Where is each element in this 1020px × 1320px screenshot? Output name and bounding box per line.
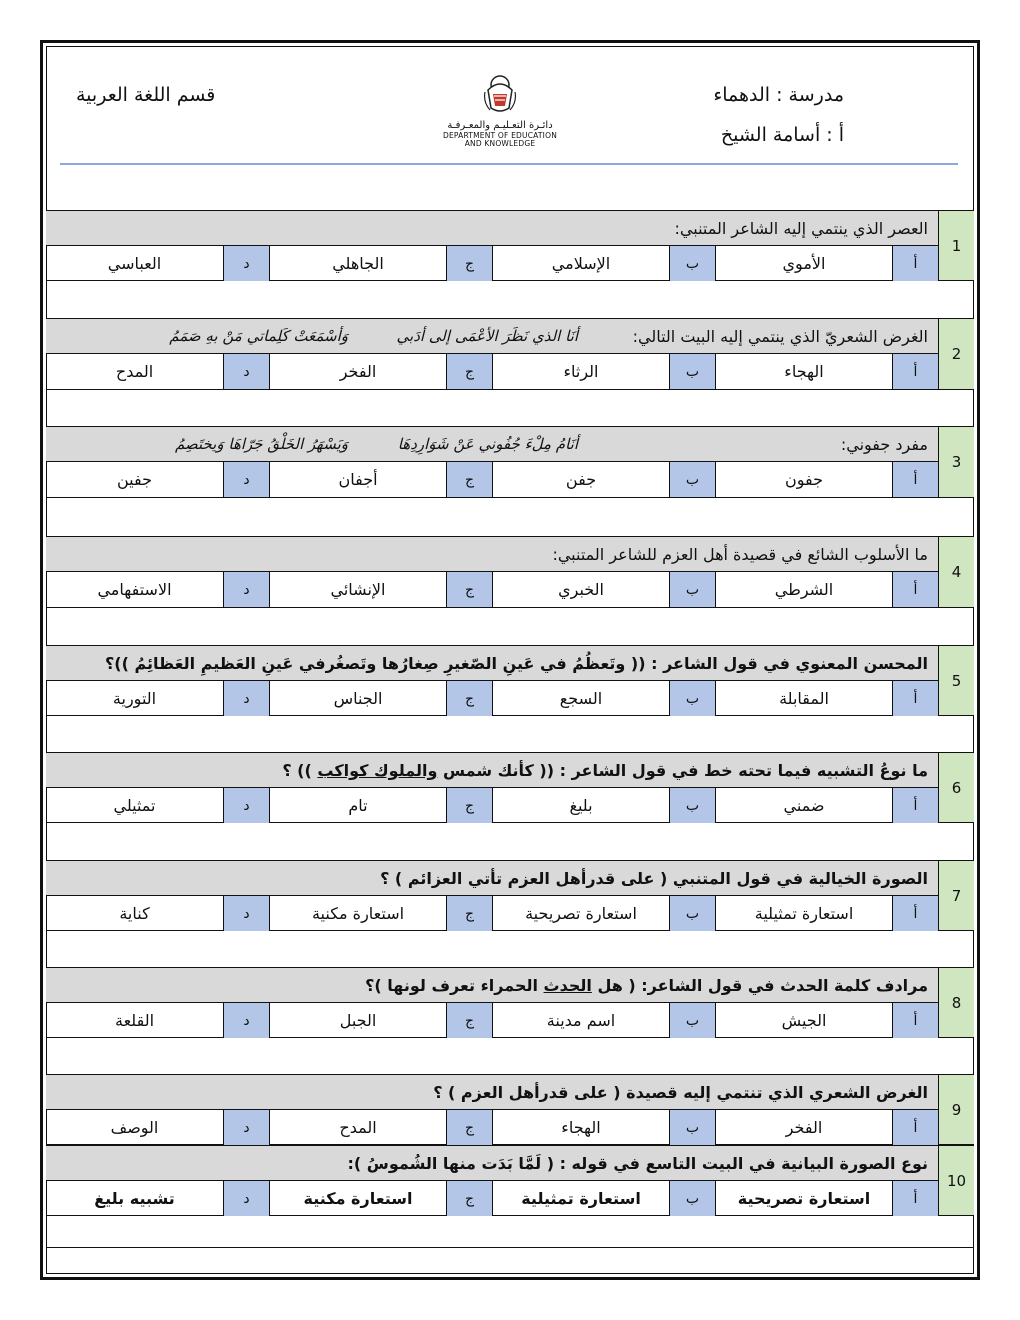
education-logo (430, 72, 570, 150)
option-letter: ج (446, 896, 492, 931)
answer-option[interactable]: تام (269, 788, 446, 823)
option-letter: ب (669, 1181, 715, 1216)
answer-options (46, 681, 938, 716)
option-letter: ج (446, 572, 492, 607)
option-letter: أ (892, 572, 938, 607)
answer-option[interactable]: جفن (492, 462, 669, 497)
question-number: 10 (938, 1146, 974, 1215)
question-prompt (46, 537, 938, 572)
option-letter: ج (446, 354, 492, 389)
answer-options (46, 1181, 938, 1216)
answer-option[interactable]: الرثاء (492, 354, 669, 389)
answer-option[interactable]: الخبري (492, 572, 669, 607)
answer-option[interactable]: التورية (112, 689, 157, 708)
answer-options (46, 1003, 938, 1038)
answer-option[interactable]: استعارة تمثيلية (492, 1181, 669, 1216)
emblem-icon (482, 72, 518, 116)
answer-option[interactable]: بليغ (492, 788, 669, 823)
prompt-text: العصر الذي ينتمي إليه الشاعر المتنبي: (674, 219, 928, 238)
question-number: 8 (938, 968, 974, 1037)
question-number: 5 (938, 646, 974, 715)
option-letter: ج (446, 462, 492, 497)
option-letter: ج (446, 1181, 492, 1216)
answer-option[interactable]: استعارة تصريحية (715, 1181, 892, 1216)
answer-option[interactable]: استعارة مكنية (269, 896, 446, 931)
prompt-text: مرادف كلمة الحدث في قول الشاعر: ( هل (591, 976, 928, 995)
answer-option[interactable]: العباسي (107, 254, 162, 273)
prompt-text: الغرض الشعريّ الذي ينتمي إليه البيت التالي: (632, 327, 928, 346)
answer-option[interactable]: الإنشائي (269, 572, 446, 607)
question-prompt (46, 427, 938, 462)
teacher-name: أ : أسامة الشيخ (720, 124, 844, 146)
department-name: قسم اللغة العربية (76, 84, 216, 106)
option-letter: أ (892, 681, 938, 716)
verse-first-half: أنَا الذي نَظَرَ الأعْمَى إلى أدَبي (396, 327, 578, 345)
logo-english-line-2: AND KNOWLEDGE (464, 139, 536, 148)
question-number: 9 (938, 1075, 974, 1144)
option-letter: ب (669, 354, 715, 389)
option-letter: د (223, 1110, 269, 1145)
answer-option[interactable]: الهجاء (715, 354, 892, 389)
question-prompt (46, 861, 938, 896)
prompt-text: الصورة الخيالية في قول المتنبي ( على قدرأهل العزم تأتي العزائم ) ؟ (380, 869, 928, 888)
answer-option[interactable]: المدح (115, 362, 154, 381)
option-letter: أ (892, 896, 938, 931)
option-letter: ب (669, 462, 715, 497)
question-prompt (46, 646, 938, 681)
header-divider (60, 163, 958, 165)
answer-option[interactable]: الشرطي (715, 572, 892, 607)
answer-options (46, 788, 938, 823)
answer-option[interactable]: كناية (119, 904, 150, 923)
question-prompt (46, 753, 938, 788)
question-number: 7 (938, 861, 974, 930)
option-letter: ج (446, 1110, 492, 1145)
question-9 (46, 1074, 974, 1145)
answer-option[interactable]: المدح (269, 1110, 446, 1145)
answer-option[interactable]: الجبل (269, 1003, 446, 1038)
option-letter: ب (669, 1003, 715, 1038)
question-number: 3 (938, 427, 974, 497)
option-letter: ب (669, 572, 715, 607)
answer-option[interactable]: المقابلة (715, 681, 892, 716)
answer-options (46, 1110, 938, 1145)
answer-option[interactable]: القلعة (115, 1011, 155, 1030)
question-prompt (46, 211, 938, 246)
option-letter: أ (892, 246, 938, 281)
answer-option[interactable]: جفون (715, 462, 892, 497)
answer-option[interactable]: استعارة مكنية (269, 1181, 446, 1216)
answer-option[interactable]: الاستفهامي (97, 580, 172, 599)
answer-options (46, 354, 938, 389)
trailing-empty-row (46, 1247, 974, 1248)
underlined-text: الحدث (543, 976, 592, 995)
verse-second-half: وَأسْمَعَتْ كَلِماتي مَنْ بهِ صَمَمُ (169, 327, 348, 345)
option-letter: أ (892, 1003, 938, 1038)
option-letter: د (223, 1181, 269, 1216)
answer-option[interactable]: السجع (492, 681, 669, 716)
school-name: مدرسة : الدهماء (713, 84, 844, 106)
question-7 (46, 860, 974, 931)
option-letter: أ (892, 788, 938, 823)
answer-option[interactable]: استعارة تصريحية (492, 896, 669, 931)
answer-option[interactable]: ضمني (715, 788, 892, 823)
answer-option[interactable]: الجناس (269, 681, 446, 716)
option-letter: ج (446, 788, 492, 823)
answer-options (46, 462, 938, 497)
answer-options (46, 572, 938, 607)
option-letter: ب (669, 1110, 715, 1145)
answer-option[interactable]: الجاهلي (269, 246, 446, 281)
option-letter: ج (446, 1003, 492, 1038)
question-number: 6 (938, 753, 974, 822)
answer-option[interactable]: الفخر (715, 1110, 892, 1145)
question-8 (46, 967, 974, 1038)
header (46, 46, 974, 176)
logo-english-line-1: DEPARTMENT OF EDUCATION (442, 131, 558, 140)
answer-option[interactable]: استعارة تمثيلية (715, 896, 892, 931)
question-6 (46, 752, 974, 823)
option-letter: د (223, 462, 269, 497)
answer-option[interactable]: الفخر (269, 354, 446, 389)
question-2 (46, 318, 974, 390)
question-prompt (46, 1146, 938, 1181)
option-letter: د (223, 1003, 269, 1038)
option-letter: د (223, 572, 269, 607)
option-letter: أ (892, 462, 938, 497)
option-letter: أ (892, 1110, 938, 1145)
question-number: 2 (938, 319, 974, 389)
answer-option[interactable]: الجيش (715, 1003, 892, 1038)
option-letter: أ (892, 354, 938, 389)
prompt-text: ما نوعُ التشبيه فيما تحته خط في قول الشاعر : (( كأنك شمس (437, 761, 928, 780)
option-letter: ب (669, 896, 715, 931)
answer-option[interactable]: تشبيه بليغ (94, 1189, 175, 1208)
question-1 (46, 210, 974, 281)
option-letter: د (223, 246, 269, 281)
question-3 (46, 426, 974, 498)
prompt-text: )) ؟ (282, 761, 318, 780)
question-5 (46, 645, 974, 716)
prompt-text: المحسن المعنوي في قول الشاعر : (( وتَعظُمُ في عَينِ الصّغيرِ صِغارُها وتَصغُرفي عَينِ العَظيمِ العَظائِمُ ))؟ (105, 654, 928, 673)
question-number: 4 (938, 537, 974, 607)
answer-option[interactable]: أجفان (269, 462, 446, 497)
option-letter: ج (446, 246, 492, 281)
question-10 (46, 1145, 974, 1216)
option-letter: ب (669, 681, 715, 716)
prompt-text: ما الأسلوب الشائع في قصيدة أهل العزم للشاعر المتنبي: (552, 545, 928, 564)
verse-first-half: أنَامُ مِلْءَ جُفُوني عَنْ شَوَارِدِهَا (397, 435, 578, 453)
answer-option[interactable]: الوصف (110, 1118, 159, 1137)
prompt-text: الحمراء تعرف لونها )؟ (365, 976, 544, 995)
answer-option[interactable]: الأموي (715, 246, 892, 281)
option-letter: د (223, 354, 269, 389)
prompt-text: نوع الصورة البيانية في البيت التاسع في قوله : ( لَمَّا بَدَت منها الشُموسُ ): (347, 1154, 928, 1173)
question-number: 1 (938, 211, 974, 280)
question-4 (46, 536, 974, 608)
prompt-text: مفرد جفوني: (840, 435, 928, 454)
question-prompt (46, 968, 938, 1003)
answer-option[interactable]: اسم مدينة (492, 1003, 669, 1038)
option-letter: ب (669, 246, 715, 281)
option-letter: د (223, 896, 269, 931)
option-letter: ب (669, 788, 715, 823)
answer-option[interactable]: الهجاء (492, 1110, 669, 1145)
option-letter: د (223, 788, 269, 823)
question-prompt (46, 319, 938, 354)
option-letter: د (223, 681, 269, 716)
answer-option[interactable]: جفين (117, 470, 152, 489)
answer-option[interactable]: الإسلامي (492, 246, 669, 281)
option-letter: أ (892, 1181, 938, 1216)
answer-options (46, 896, 938, 931)
answer-options (46, 246, 938, 281)
question-prompt (46, 1075, 938, 1110)
verse-second-half: وَيَسْهَرُ الخَلْقُ جَرّاهَا وَيختَصِمُ (174, 435, 348, 453)
prompt-text: الغرض الشعري الذي تنتمي إليه قصيدة ( على قدرأهل العزم ) ؟ (433, 1083, 928, 1102)
underlined-text: والملوك كواكب (317, 761, 438, 780)
logo-arabic-text: دائـرة التعـليـم والمعـرفـة (447, 120, 553, 131)
answer-option[interactable]: تمثيلي (113, 796, 156, 815)
option-letter: ج (446, 681, 492, 716)
